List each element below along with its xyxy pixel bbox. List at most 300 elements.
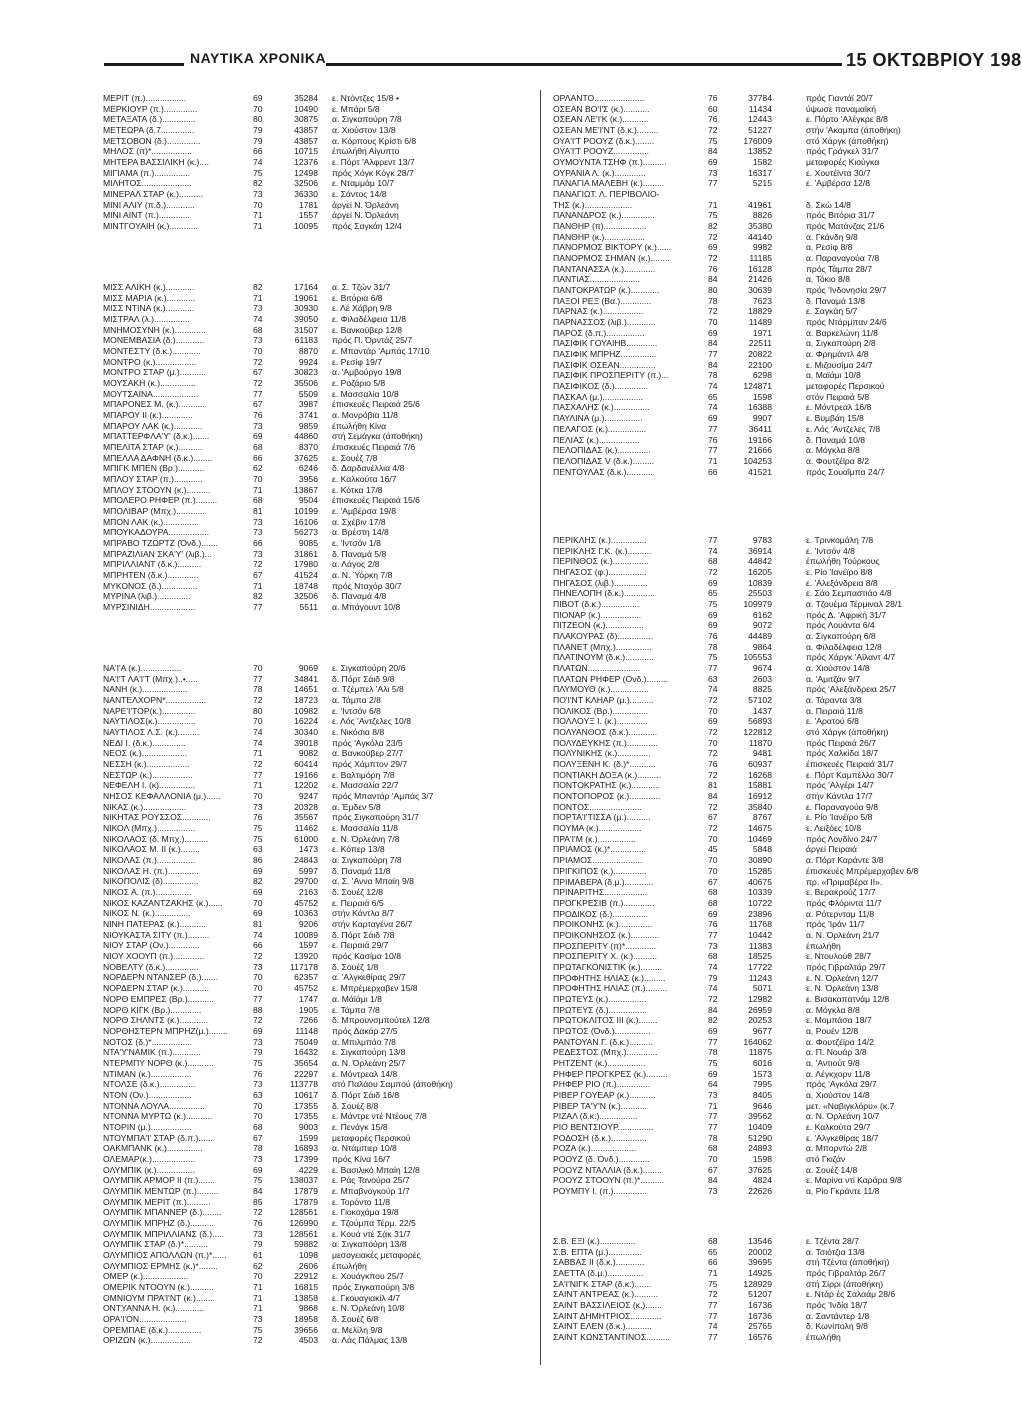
- ship-row: [553, 941, 998, 952]
- ship-row: [553, 1257, 998, 1268]
- build-year: 65: [708, 1246, 718, 1257]
- build-year: 63: [253, 844, 263, 855]
- ship-name: ΜΙΣΤΡΑΛ (λ.)...............: [103, 314, 190, 325]
- ship-name: ΡΙΒΕΡ ΓΟΥΕΑΡ (κ.)...........: [553, 1089, 656, 1100]
- ship-row: [103, 221, 541, 232]
- ship-row: [553, 1133, 998, 1144]
- position-status: πρός Κασίμα 10/8: [332, 951, 401, 962]
- build-year: 76: [708, 631, 718, 642]
- position-status: στήν Κάντλα 8/7: [332, 908, 394, 919]
- tonnage: 24893: [748, 1143, 772, 1154]
- build-year: 69: [708, 577, 718, 588]
- ship-row: [553, 1186, 998, 1197]
- build-year: 75: [708, 1278, 718, 1289]
- position-status: δ. Παναμά 4/8: [332, 591, 387, 602]
- build-year: 84: [708, 338, 718, 349]
- ship-row: [103, 866, 541, 877]
- ship-name: ΟΥΜΟΥΝΤΑ ΤΣΗΦ (π.)..........: [553, 157, 667, 168]
- ship-name: ΠΙΟΝΑΡ (κ.).................: [553, 609, 642, 620]
- tonnage: 3741: [298, 410, 318, 421]
- tonnage: 6016: [752, 1057, 772, 1068]
- tonnage: 51290: [748, 1132, 772, 1143]
- tonnage: 31861: [294, 548, 318, 559]
- position-status: στή Τζέντα (άποθήκη): [806, 1257, 890, 1268]
- build-year: 73: [253, 516, 263, 527]
- ship-row: [103, 93, 541, 104]
- tonnage: 32506: [294, 591, 318, 602]
- ship-row: [553, 435, 998, 446]
- build-year: 72: [253, 951, 263, 962]
- ship-name: ΝΕΔΙ Ι. (δ.κ.)..............: [103, 737, 186, 748]
- ship-name: ΠΑΝΑΓΙΑ ΜΑΛΕΒΗ (κ.).........: [553, 178, 665, 189]
- position-status: ε. Σαγκάη 5/7: [806, 306, 858, 317]
- build-year: 66: [253, 452, 263, 463]
- ship-name: ΠΟΥΜΑ (κ.)..................: [553, 823, 642, 834]
- ship-row: [103, 200, 541, 211]
- ship-name: ΝΙΚΟΣ Α. (π.)...............: [103, 887, 192, 898]
- ship-name: ΝΤΟΛΣΕ (δ.κ.)...............: [103, 1079, 196, 1090]
- ship-row: [103, 549, 541, 560]
- tonnage: 18958: [294, 1313, 318, 1324]
- ship-name: ΠΡΙΜΑΒΕΡΑ (δ.μ.)............: [553, 876, 654, 887]
- position-status: ε. Τζέντα 28/7: [806, 1236, 859, 1246]
- ship-row: [103, 293, 541, 304]
- ship-name: ΜΕΡΚΙΟΥΡ (π.)..............: [103, 103, 198, 114]
- ship-name: ΟΜΕΡΙΚ ΝΤΟΟΥΝ (κ.)..........: [103, 1281, 214, 1292]
- ship-name: ΠΛΑΝΕΤ (Μπχ.)...............: [553, 641, 652, 652]
- build-year: 71: [708, 1268, 718, 1279]
- tonnage: 41521: [748, 466, 772, 477]
- position-status: ε. Γκουαγιακίλ 4/7: [332, 1292, 400, 1303]
- position-status: α. Βανκοϋβερ 27/7: [332, 748, 404, 759]
- build-year: 70: [708, 737, 718, 748]
- tonnage: 25503: [748, 588, 772, 599]
- position-status: δ. Μπρουνσμπούτελ 12/8: [332, 1015, 430, 1026]
- ship-name: ΜΥΡΣΙΝΙΔΗ...................: [103, 602, 196, 613]
- position-status: ε. Πόρτο 'Αλέγκρε 8/8: [806, 114, 888, 125]
- position-status: α. Τάμπα 2/8: [332, 695, 381, 706]
- ship-row: [553, 706, 998, 717]
- build-year: 76: [708, 434, 718, 445]
- build-year: 84: [708, 791, 718, 802]
- ship-row: [103, 919, 541, 930]
- ship-name: ΝΙΚΟΠΟΛΙΣ (δ)...............: [103, 876, 199, 887]
- build-year: 75: [253, 833, 263, 844]
- ship-row: [553, 168, 998, 179]
- position-status: έπισκευές Πειραιά 25/6: [332, 399, 420, 410]
- ship-row: [553, 535, 998, 546]
- build-year: 70: [253, 663, 263, 673]
- position-status: α. Γκάνδη 9/8: [806, 231, 858, 242]
- ship-name: ΡΗΤΖΕΝΤ (κ.)................: [553, 1057, 646, 1068]
- position-status: α. Μόγκλα 8/8: [806, 445, 860, 456]
- position-status: πρός Βιτόρια 31/7: [806, 210, 875, 221]
- tonnage: 1747: [298, 993, 318, 1004]
- build-year: 73: [253, 1153, 263, 1164]
- position-status: ε. Λός 'Αντζελες 7/8: [806, 423, 881, 434]
- tonnage: 17879: [294, 1185, 318, 1196]
- ship-row: [103, 367, 541, 378]
- ship-row: [103, 303, 541, 314]
- ship-name: ΣΑ'Ι'ΝΙΓΚ ΣΤΑΡ (δ.κ.).......: [553, 1278, 652, 1289]
- tonnage: 1437: [752, 705, 772, 716]
- ship-name: ΜΟΝΤΕΣΤΥ (δ.κ.)............: [103, 346, 201, 357]
- ship-row: [103, 887, 541, 898]
- position-status: ε. Καλκούτα 29/7: [806, 1121, 871, 1132]
- position-status: στό Χάργκ (άποθήκη): [806, 135, 889, 146]
- build-year: 77: [708, 1310, 718, 1321]
- ship-name: ΠΑΣΙΦΙΚ ΠΡΟΣΠΕΡΙΤΥ (π.)...: [553, 370, 669, 381]
- ship-name: ΟΣΕΑΝ ΜΕ'Ι'ΝΤ (δ.κ.).........: [553, 125, 659, 136]
- build-year: 84: [708, 359, 718, 370]
- ship-row: [553, 674, 998, 685]
- ship-row: [103, 972, 541, 983]
- ship-name: ΜΟΥΣΑΚΗ (κ.)...............: [103, 378, 196, 389]
- ship-row: [553, 770, 998, 781]
- ship-row: [103, 189, 541, 200]
- ship-row: [553, 652, 998, 663]
- build-year: 70: [253, 1271, 263, 1282]
- build-year: 77: [708, 1300, 718, 1311]
- tonnage: 29700: [294, 876, 318, 887]
- tonnage: 4229: [298, 1164, 318, 1175]
- ship-name: ΟΛΥΜΠΙΟΣ ΕΡΜΗΣ (κ.)*........: [103, 1260, 218, 1271]
- ship-row: [103, 602, 541, 613]
- ship-name: ΜΙΝΕΡΑΛ ΣΤΑΡ (κ.)..........: [103, 189, 203, 200]
- position-status: α. Σ. 'Αννα Μπαίη 9/8: [332, 876, 414, 887]
- build-year: 72: [253, 1015, 263, 1026]
- ship-name: ΣΑΙΝΤ ΒΑΣΣΙΛΕΙΟΣ (κ.).......: [553, 1300, 662, 1311]
- ship-name: ΠΡΩΤΕΥΣ (δ.)................: [553, 1004, 647, 1015]
- build-year: 74: [253, 737, 263, 748]
- position-status: α. Σιγκαπούρη 6/8: [806, 631, 876, 642]
- tonnage: 16128: [748, 263, 772, 274]
- ship-row: [103, 791, 541, 802]
- position-status: α. Μάϊάμι 1/8: [332, 993, 382, 1004]
- ship-name: ΡΑΝΤΟΥΑΝ Γ. (δ.κ.)..........: [553, 1036, 653, 1047]
- ship-name: ΠΡΙΑΜΟΣ (κ.)*...............: [553, 844, 647, 855]
- position-status: α. Λέγκχορν 11/8: [806, 1068, 871, 1079]
- position-status: πρ. «Πριμαβέρα ΙΙ».: [806, 876, 883, 887]
- build-year: 68: [708, 1236, 718, 1246]
- position-status: πρός Ματάνζας 21/6: [806, 221, 885, 232]
- position-status: ε. Μιζουσίμα 24/7: [806, 359, 873, 370]
- ship-row: [553, 157, 998, 168]
- position-status: ε. Βασιλικό Μπαίη 12/8: [332, 1164, 420, 1175]
- ship-name: ΝΙΚΟΛ (Μπχ.)................: [103, 823, 196, 834]
- tonnage: 51227: [748, 125, 772, 136]
- tonnage: 31507: [294, 324, 318, 335]
- position-status: ε. Ντόντζες 15/8 •: [332, 93, 399, 103]
- tonnage: 1598: [752, 391, 772, 402]
- tonnage: 7995: [752, 1079, 772, 1090]
- ship-row: [553, 285, 998, 296]
- header-rule-right: [326, 63, 842, 66]
- tonnage: 11768: [748, 919, 772, 930]
- ship-name: ΜΝΗΜΟΣΥΝΗ (κ.).............: [103, 324, 206, 335]
- build-year: 67: [708, 876, 718, 887]
- build-year: 67: [253, 367, 263, 378]
- tonnage: 44842: [748, 556, 772, 567]
- ship-row: [553, 1289, 998, 1300]
- position-status: στήν 'Ακαμπα (άποθήκη): [806, 125, 901, 136]
- tonnage: 4503: [298, 1335, 318, 1346]
- position-status: α. Βαρκελώνη 11/8: [806, 327, 878, 338]
- ship-row: [103, 1229, 541, 1240]
- tonnage: 18525: [748, 951, 772, 962]
- build-year: 74: [708, 381, 718, 392]
- ship-name: ΠΕΛΟΠΙΔΑΣ (κ.)..............: [553, 445, 651, 456]
- ship-row: [103, 962, 541, 973]
- tonnage: 11489: [748, 317, 772, 328]
- tonnage: 8826: [752, 210, 772, 221]
- build-year: 72: [708, 567, 718, 578]
- ship-row: [103, 802, 541, 813]
- build-year: 65: [708, 391, 718, 402]
- build-year: 75: [253, 823, 263, 834]
- build-year: 75: [253, 1324, 263, 1335]
- ship-name: ΝΕΣΤΩΡ (κ.).................: [103, 769, 193, 780]
- ship-row: [553, 114, 998, 125]
- build-year: 77: [253, 388, 263, 399]
- build-year: 70: [708, 1153, 718, 1164]
- ship-row: [553, 1101, 998, 1112]
- ship-row: [553, 844, 998, 855]
- position-status: πρός 'Ινδία 18/7: [806, 1300, 868, 1311]
- ship-row: [553, 178, 998, 189]
- ship-row: [103, 178, 541, 189]
- tonnage: 10089: [294, 929, 318, 940]
- ship-row: [103, 1271, 541, 1282]
- ship-name: ΠΛΑΤΙΝΟΥΜ (δ.κ.)............: [553, 652, 654, 663]
- position-status: ε. Λειξόες 10/8: [806, 823, 862, 834]
- tonnage: 17355: [294, 1111, 318, 1122]
- ship-name: ΜΙΣΣ ΝΤΙΝΑ (κ.)............: [103, 303, 195, 314]
- build-year: 77: [708, 445, 718, 456]
- build-year: 73: [253, 1313, 263, 1324]
- ship-name: ΠΑΣΚΑΛ (μ.).................: [553, 391, 644, 402]
- ship-row: [553, 349, 998, 360]
- build-year: 69: [253, 1025, 263, 1036]
- build-year: 70: [253, 474, 263, 485]
- position-status: ε. Κόπερ 13/8: [332, 844, 385, 855]
- ship-name: ΠΙΒΟΤ (δ.κ.)................: [553, 599, 640, 610]
- position-status: πρός 'Αλγέρι 14/7: [806, 780, 874, 791]
- ship-name: ΟΛΥΜΠΙΚ (κ.)................: [103, 1164, 195, 1175]
- tonnage: 7623: [752, 295, 772, 306]
- position-status: δ. Σουέζ 12/8: [332, 887, 384, 898]
- build-year: 73: [253, 548, 263, 559]
- position-status: πρός Χόγκ Κόγκ 28/7: [332, 167, 414, 178]
- ship-name: ΠΟΛΛΟΥΞ Ι. (κ.).............: [553, 716, 648, 727]
- tonnage: 41961: [748, 199, 772, 210]
- tonnage: 2603: [752, 673, 772, 684]
- position-status: πρός Γιβραλτάρ 29/7: [806, 961, 886, 972]
- build-year: 71: [253, 1303, 263, 1314]
- ship-row: [553, 780, 998, 791]
- ship-name: ΝΑΥΤΙΛΟΣ(κ.)................: [103, 716, 196, 727]
- ship-name: ΠΟΛΥΞΕΝΗ Κ. (δ.)*...........: [553, 759, 656, 770]
- tonnage: 16912: [748, 791, 772, 802]
- tonnage: 35284: [294, 93, 318, 103]
- tonnage: 18829: [748, 306, 772, 317]
- tonnage: 43857: [294, 125, 318, 136]
- ship-name: ΜΟΥΤΣΑΙΝΑ...................: [103, 388, 199, 399]
- position-status: πρός Γιβραλτάρ 26/7: [806, 1268, 886, 1279]
- ship-name: ΝΑΝΤΕΛΧΟΡΝ*.................: [103, 695, 207, 706]
- tonnage: 10442: [748, 929, 772, 940]
- tonnage: 12498: [294, 167, 318, 178]
- build-year: 69: [253, 887, 263, 898]
- ship-name: ΝΟΡΔΕΡΝ ΣΤΑΡ (κ.)...........: [103, 983, 210, 994]
- ship-row: [103, 855, 541, 866]
- issue-date: 15 ΟΚΤΩΒΡΙΟΥ 198: [846, 50, 1022, 70]
- ship-row: [103, 346, 541, 357]
- ship-name: ΠΑΣΙΦΙΚ ΜΠΡΗΖ...............: [553, 349, 657, 360]
- ship-row: [103, 1058, 541, 1069]
- ship-name: ΝΙΚΟΛΑΣ (π.)................: [103, 855, 196, 866]
- ship-row: [103, 389, 541, 400]
- position-status: α. 'Αμβούργο 19/8: [332, 367, 402, 378]
- position-status: α. Μονρόβια 11/8: [332, 410, 398, 421]
- build-year: 73: [253, 303, 263, 314]
- ship-row: [103, 1026, 541, 1037]
- ship-name: ΜΠΟΝ ΛΑΚ (κ.)..............: [103, 516, 197, 527]
- build-year: 64: [708, 1079, 718, 1090]
- ship-name: ΟΜΝΙΟΥΜ ΠΡΑ'Ι'ΝΤ (κ.).......: [103, 1292, 213, 1303]
- ship-row: [553, 146, 998, 157]
- build-year: 71: [253, 580, 263, 591]
- ship-row: [103, 1143, 541, 1154]
- position-status: α. Μπάγουντ 10/8: [332, 602, 401, 613]
- position-status: πρός Π. Όρντάζ 25/7: [332, 335, 413, 346]
- ship-name: ΠΑΝΑΓΙΩΤ. Λ. ΠΕΡΙΒΟΛΙΟ-: [553, 189, 660, 200]
- ship-name: ΟΣΕΑΝ ΒΟ'Ι'Σ (κ.)...........: [553, 103, 650, 114]
- build-year: 78: [708, 641, 718, 652]
- ship-name: ΝΕΦΕΛΗ Ι. (κ)...............: [103, 780, 195, 791]
- build-year: 84: [708, 1004, 718, 1015]
- ship-row: [103, 421, 541, 432]
- tonnage: 15285: [748, 865, 772, 876]
- tonnage: 2606: [298, 1260, 318, 1271]
- ship-row: [103, 1175, 541, 1186]
- tonnage: 10363: [294, 908, 318, 919]
- ship-name: ΜΙΣΣ ΜΑΡΙΑ (κ.)............: [103, 292, 196, 303]
- position-status: α. Πειραιά 11/8: [806, 705, 863, 716]
- tonnage: 9003: [298, 1121, 318, 1132]
- ship-name: ΜΙΓΙΑΜΑ (π.)...............: [103, 167, 191, 178]
- ship-name: ΠΑΝΟΡΜΟΣ ΒΙΚΤΟΡΥ (κ.)......: [553, 242, 672, 253]
- ship-row: [103, 506, 541, 517]
- tonnage: 9783: [752, 535, 772, 545]
- ship-name: ΝΗΣΟΣ ΚΕΦΑΛΛΟΝΙΑ (μ.)......: [103, 791, 221, 802]
- build-year: 69: [708, 1068, 718, 1079]
- ship-name: ΠΟΝΤΟΣ......................: [553, 801, 642, 812]
- ship-name: ΜΠΕΛΙΤΑ ΣΤΑΡ (κ.)..........: [103, 442, 203, 453]
- ship-row: [103, 1335, 541, 1346]
- tonnage: 26959: [748, 1004, 772, 1015]
- build-year: 76: [708, 759, 718, 770]
- ship-row: [553, 642, 998, 653]
- position-status: α. Βρέστη 14/8: [332, 527, 389, 538]
- position-status: ε. Μομπάσα 18/7: [806, 1015, 872, 1026]
- ship-row: [553, 392, 998, 403]
- position-status: έπωλήθη Κίνα: [332, 420, 387, 431]
- position-status: ε. Λέ Χάβρη 9/8: [332, 303, 392, 314]
- tonnage: 104253: [743, 455, 772, 466]
- ship-row: [103, 1090, 541, 1101]
- tonnage: 20253: [748, 1015, 772, 1026]
- position-status: δ. Σουέζ 1/8: [332, 961, 379, 972]
- position-status: πρός Φλόριντα 11/7: [806, 897, 882, 908]
- position-status: ε. Ρεσίφ 19/7: [332, 356, 383, 367]
- position-status: πρός Νταχόρ 30/7: [332, 580, 402, 591]
- build-year: 77: [708, 1036, 718, 1047]
- build-year: 80: [708, 285, 718, 296]
- tonnage: 30930: [294, 303, 318, 314]
- position-status: ε. Ρίο 'Ιανέϊρο 5/8: [806, 812, 873, 823]
- build-year: 70: [708, 317, 718, 328]
- tonnage: 51207: [748, 1289, 772, 1300]
- tonnage: 10199: [294, 506, 318, 517]
- ship-name: ΠΛΥΜΟΥΘ (κ.)................: [553, 684, 649, 695]
- tonnage: 5848: [752, 844, 772, 855]
- ship-row: [553, 1026, 998, 1037]
- position-status: δ. Κωνίπολη 9/8: [806, 1321, 868, 1332]
- build-year: 69: [708, 1025, 718, 1036]
- ship-row: [103, 983, 541, 994]
- tonnage: 6246: [298, 463, 318, 474]
- position-status: δ. Σουέζ 6/8: [332, 1313, 379, 1324]
- magazine-title: ΝΑΥΤΙΚΑ ΧΡΟΝΙΚΑ: [190, 50, 327, 66]
- position-status: πρός Σουαΐμπα 24/7: [806, 466, 885, 477]
- tonnage: 44140: [748, 231, 772, 242]
- ship-row: [103, 114, 541, 125]
- tonnage: 30340: [294, 727, 318, 738]
- ship-name: ΡΟΟΥΖ ΝΤΑΛΛΙΑ (δ.κ.)........: [553, 1164, 662, 1175]
- tonnage: 56893: [748, 716, 772, 727]
- ship-name: ΡΙΒΕΡ ΤΑ'Υ'Ν (κ.)...........: [553, 1100, 648, 1111]
- ship-row: [103, 823, 541, 834]
- position-status: α. Χιούστον 14/8: [806, 1089, 870, 1100]
- tonnage: 19061: [294, 292, 318, 303]
- build-year: 79: [253, 1239, 263, 1250]
- position-status: ε. Τρινκομάλη 7/8: [806, 535, 874, 545]
- tonnage: 3956: [298, 474, 318, 485]
- ship-row: [553, 887, 998, 898]
- position-status: ε. Σάντος 14/8: [332, 189, 387, 200]
- build-year: 82: [253, 282, 263, 292]
- ship-name: ΟΥΑ'Ι'Τ ΡΟΟΥΖ...............: [553, 146, 650, 157]
- build-year: 74: [708, 983, 718, 994]
- build-year: 72: [253, 1207, 263, 1218]
- position-status: α. Μαϊάμι 10/8: [806, 370, 861, 381]
- ship-row: [553, 663, 998, 674]
- position-status: ε. Μασσαλία 10/8: [332, 388, 399, 399]
- ship-name: ΝΙΝΗ ΠΑΤΕΡΑΣ (κ.)...........: [103, 919, 206, 930]
- ship-row: [553, 338, 998, 349]
- position-status: α. Ρίο Γκράντε 11/8: [806, 1185, 880, 1196]
- ship-row: [103, 168, 541, 179]
- tonnage: 19166: [294, 769, 318, 780]
- ship-name: ΝΤΟΡΙΝ (μ.).................: [103, 1121, 192, 1132]
- position-status: ε. Βυμβάη 15/8: [806, 413, 864, 424]
- build-year: 78: [708, 1132, 718, 1143]
- position-status: μεταφορές Κιούγκα: [806, 157, 880, 168]
- ship-row: [553, 253, 998, 264]
- ship-row: [103, 1133, 541, 1144]
- tonnage: 16736: [748, 1310, 772, 1321]
